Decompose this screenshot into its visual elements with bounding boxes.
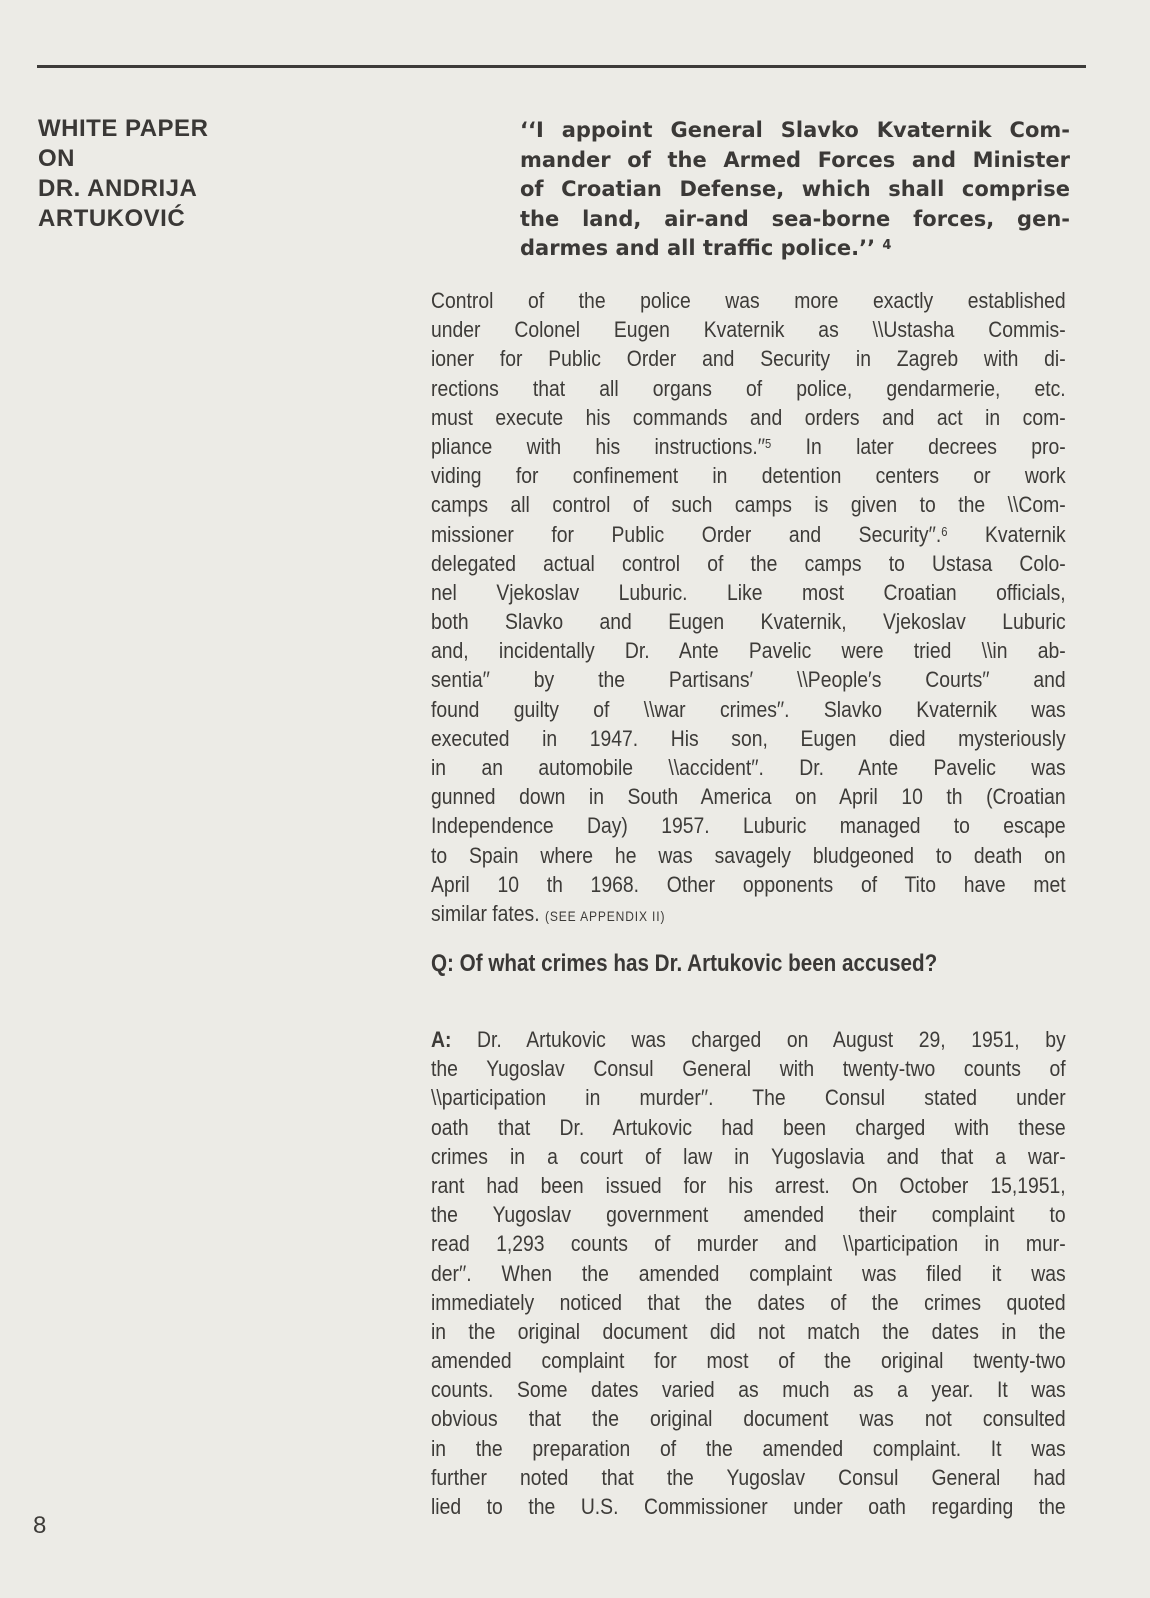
- question-label: Q:: [431, 950, 454, 977]
- text-line: Independence Day) 1957. Luburic managed to escape: [431, 813, 1066, 839]
- paragraph-police-control: [431, 286, 1066, 928]
- text-line: in the preparation of the amended complaint. It was: [431, 1435, 1066, 1461]
- text-line: camps all control of such camps is given to the \\Com-: [431, 492, 1066, 518]
- text-line: lied to the U.S. Commissioner under oath regarding the: [431, 1494, 1066, 1519]
- footnote-marker: 6: [941, 523, 948, 539]
- text-line: April 10 th 1968. Other opponents of Tito have met: [431, 871, 1066, 897]
- text-line: der′′. When the amended complaint was filed it was: [431, 1260, 1066, 1286]
- text-line: gunned down in South America on April 10 th (Croatian: [431, 784, 1066, 810]
- text-line-last: [431, 899, 1066, 928]
- text-line: counts. Some dates varied as much as a year. It was: [431, 1377, 1066, 1403]
- document-title: [38, 114, 208, 234]
- text-line: obvious that the original document was not consulted: [431, 1406, 1066, 1432]
- text-line: in the original document did not match the dates in the: [431, 1318, 1066, 1344]
- title-line: DR. ANDRIJA: [38, 175, 198, 202]
- text-segment: Kvaternik: [947, 521, 1066, 547]
- footnote-marker: 5: [765, 435, 772, 451]
- quote-line: the land, air-and sea-borne forces, gen-: [520, 206, 1070, 231]
- answer-label: A:: [431, 1027, 452, 1052]
- text-line: rections that all organs of police, gendarmerie, etc.: [431, 375, 1066, 401]
- title-line: WHITE PAPER: [38, 115, 209, 142]
- text-line: sentia′′ by the Partisans′ \\People′s Courts′′ and: [431, 667, 1066, 693]
- text-line: [431, 520, 1066, 549]
- text-segment: pliance with his instructions.′′: [431, 433, 766, 459]
- text-line: crimes in a court of law in Yugoslavia and that a war-: [431, 1143, 1066, 1169]
- text-line: must execute his commands and orders and act in com-: [431, 404, 1066, 430]
- text-segment: In later decrees pro-: [771, 433, 1066, 459]
- text-line: oath that Dr. Artukovic had been charged with these: [431, 1114, 1066, 1140]
- quote-text: darmes and all traffic police.’’: [520, 236, 876, 260]
- quote-line: of Croatian Defense, which shall comprise: [520, 177, 1070, 201]
- quote-line-last: [520, 234, 1070, 264]
- text-line: read 1,293 counts of murder and \\participation in mur-: [431, 1231, 1066, 1257]
- question-heading: [431, 950, 937, 978]
- text-line: viding for confinement in detention centers or work: [431, 463, 1066, 489]
- title-line: ARTUKOVIĆ: [38, 205, 186, 232]
- text-line: \\participation in murder′′. The Consul stated under: [431, 1085, 1066, 1111]
- text-line: rant had been issued for his arrest. On October 15,1951,: [431, 1172, 1066, 1198]
- text-segment: similar fates.: [431, 900, 540, 926]
- text-line: both Slavko and Eugen Kvaternik, Vjekoslav Luburic: [431, 609, 1066, 635]
- text-line: found guilty of \\war crimes′′. Slavko Kvaternik was: [431, 696, 1066, 722]
- text-segment: Dr. Artukovic was charged on August 29, 1951, by: [451, 1027, 1066, 1052]
- text-line: immediately noticed that the dates of the crimes quoted: [431, 1289, 1066, 1315]
- text-line: the Yugoslav government amended their complaint to: [431, 1202, 1066, 1228]
- text-line: [431, 1025, 1066, 1054]
- text-line: [431, 432, 1066, 461]
- paragraph-answer: [431, 1025, 1066, 1521]
- text-line: further noted that the Yugoslav Consul General had: [431, 1464, 1066, 1490]
- text-line: amended complaint for most of the original twenty-two: [431, 1348, 1066, 1374]
- page-number: 8: [33, 1512, 47, 1539]
- text-line: under Colonel Eugen Kvaternik as \\Ustasha Commis-: [431, 317, 1066, 343]
- text-line: delegated actual control of the camps to Ustasa Colo-: [431, 550, 1066, 576]
- text-line: the Yugoslav Consul General with twenty-two counts of: [431, 1056, 1066, 1082]
- text-line: nel Vjekoslav Luburic. Like most Croatian officials,: [431, 579, 1066, 605]
- header-rule: [37, 65, 1086, 68]
- question-text: Of what crimes has Dr. Artukovic been accused?: [459, 950, 938, 977]
- text-line: executed in 1947. His son, Eugen died mysteriously: [431, 725, 1066, 751]
- text-line: and, incidentally Dr. Ante Pavelic were tried \\in ab-: [431, 638, 1066, 664]
- text-segment: missioner for Public Order and Security′′.: [431, 521, 942, 547]
- text-line: ioner for Public Order and Security in Zagreb with di-: [431, 346, 1066, 372]
- quote-line: mander of the Armed Forces and Minister: [520, 147, 1070, 172]
- block-quote: [520, 116, 1070, 264]
- appendix-reference: (SEE APPENDIX II): [544, 907, 666, 924]
- text-line: to Spain where he was savagely bludgeoned to death on: [431, 842, 1066, 868]
- footnote-marker: 4: [882, 238, 892, 253]
- text-line: Control of the police was more exactly established: [431, 288, 1066, 313]
- title-line: ON: [38, 145, 75, 172]
- quote-line: ‘‘I appoint General Slavko Kvaternik Com-: [520, 118, 1070, 142]
- text-line: in an automobile \\accident′′. Dr. Ante Pavelic was: [431, 755, 1066, 780]
